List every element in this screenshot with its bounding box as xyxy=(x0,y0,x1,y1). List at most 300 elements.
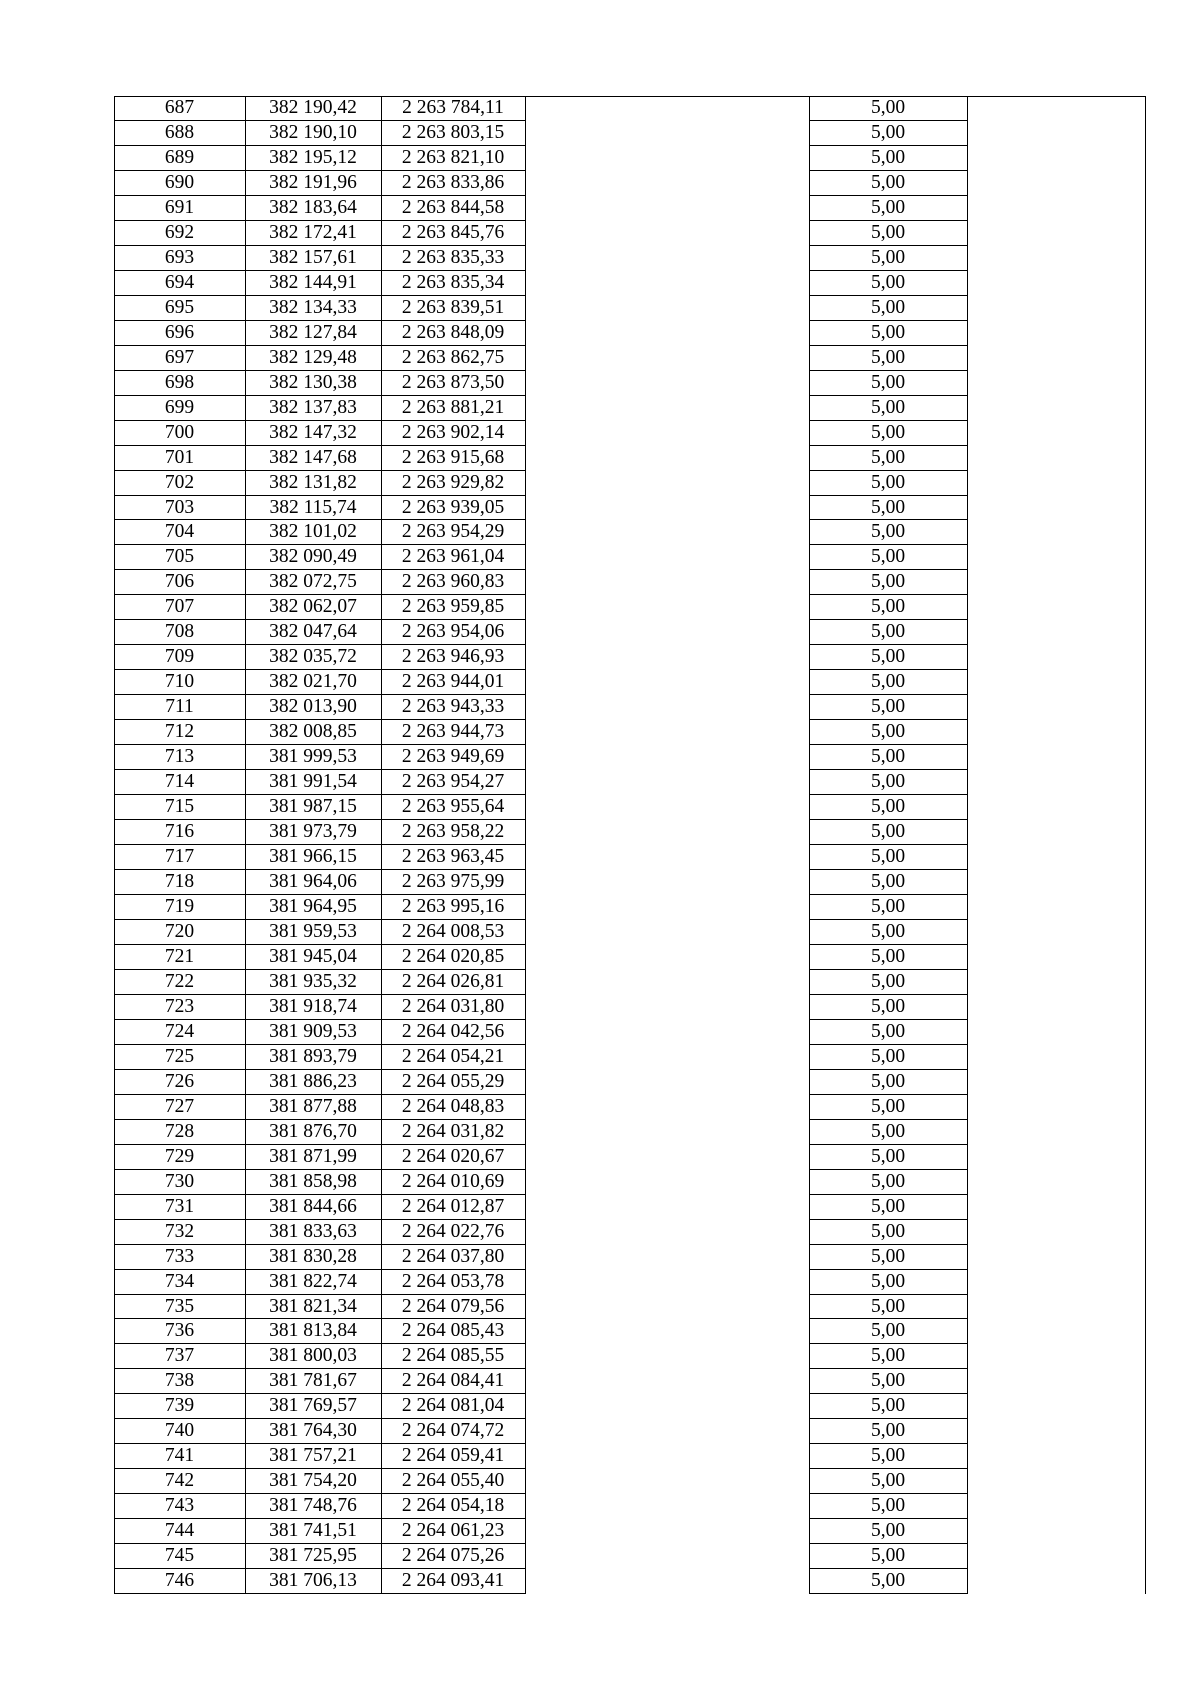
x-coordinate-cell: 382 115,74 xyxy=(269,496,357,518)
table-row xyxy=(114,1070,1146,1095)
point-number-cell: 730 xyxy=(164,1170,195,1192)
accuracy-value-cell: 5,00 xyxy=(870,196,906,218)
x-coordinate-cell: 381 964,06 xyxy=(269,871,357,893)
x-coordinate-cell: 381 748,76 xyxy=(269,1495,357,1517)
accuracy-value-cell: 5,00 xyxy=(870,1045,906,1067)
accuracy-value-cell: 5,00 xyxy=(870,1120,906,1142)
x-coordinate-cell: 381 973,79 xyxy=(269,821,357,843)
x-coordinate-cell: 382 130,38 xyxy=(269,371,357,393)
y-coordinate-cell: 2 264 048,83 xyxy=(401,1095,505,1117)
point-number-cell: 692 xyxy=(164,221,195,243)
accuracy-value-cell: 5,00 xyxy=(870,171,906,193)
y-coordinate-cell: 2 263 845,76 xyxy=(401,221,505,243)
y-coordinate-cell: 2 263 954,29 xyxy=(401,521,505,543)
x-coordinate-cell: 381 741,51 xyxy=(269,1520,357,1542)
table-body xyxy=(114,96,1146,1594)
point-number-cell: 705 xyxy=(164,546,195,568)
accuracy-value-cell: 5,00 xyxy=(870,97,906,118)
y-coordinate-cell: 2 263 958,22 xyxy=(401,821,505,843)
point-number-cell: 731 xyxy=(164,1195,195,1217)
y-coordinate-cell: 2 263 995,16 xyxy=(401,896,505,917)
accuracy-value-cell: 5,00 xyxy=(870,721,906,743)
y-coordinate-cell: 2 264 079,56 xyxy=(401,1295,505,1317)
table-row xyxy=(114,595,1146,620)
point-number-cell: 702 xyxy=(164,471,195,493)
point-number-cell: 724 xyxy=(164,1020,195,1042)
accuracy-value-cell: 5,00 xyxy=(870,1420,906,1442)
x-coordinate-cell: 382 134,33 xyxy=(269,296,357,318)
x-coordinate-cell: 381 757,21 xyxy=(269,1445,357,1467)
point-number-cell: 711 xyxy=(165,696,194,718)
point-number-cell: 695 xyxy=(164,296,195,318)
point-number-cell: 727 xyxy=(164,1095,195,1117)
point-number-cell: 709 xyxy=(164,646,195,668)
table-row xyxy=(114,1195,1146,1220)
point-number-cell: 697 xyxy=(164,346,195,368)
point-number-cell: 688 xyxy=(164,121,195,143)
accuracy-value-cell: 5,00 xyxy=(870,771,906,793)
y-coordinate-cell: 2 263 944,01 xyxy=(401,671,505,693)
point-number-cell: 734 xyxy=(164,1270,195,1292)
point-number-cell: 708 xyxy=(164,621,195,643)
column-divider xyxy=(114,96,115,1594)
x-coordinate-cell: 381 764,30 xyxy=(269,1420,357,1442)
table-row xyxy=(114,745,1146,770)
accuracy-value-cell: 5,00 xyxy=(870,1220,906,1242)
x-coordinate-cell: 382 183,64 xyxy=(269,196,357,218)
table-row xyxy=(114,895,1146,920)
point-number-cell: 738 xyxy=(164,1370,195,1392)
x-coordinate-cell: 381 821,34 xyxy=(269,1295,357,1317)
y-coordinate-cell: 2 263 943,33 xyxy=(401,696,505,718)
accuracy-value-cell: 5,00 xyxy=(870,1470,906,1492)
table-row xyxy=(114,1569,1146,1594)
y-coordinate-cell: 2 263 946,93 xyxy=(401,646,505,668)
y-coordinate-cell: 2 263 881,21 xyxy=(401,396,505,418)
table-row xyxy=(114,446,1146,471)
point-number-cell: 703 xyxy=(164,496,195,518)
x-coordinate-cell: 382 144,91 xyxy=(269,271,357,293)
table-row xyxy=(114,795,1146,820)
table-row xyxy=(114,645,1146,670)
accuracy-value-cell: 5,00 xyxy=(870,621,906,643)
table-row xyxy=(114,820,1146,845)
accuracy-value-cell: 5,00 xyxy=(870,920,906,942)
point-number-cell: 720 xyxy=(164,920,195,942)
table-row xyxy=(114,1319,1146,1344)
table-row xyxy=(114,346,1146,371)
y-coordinate-cell: 2 264 081,04 xyxy=(401,1395,505,1417)
x-coordinate-cell: 381 800,03 xyxy=(269,1345,357,1367)
point-number-cell: 735 xyxy=(164,1295,195,1317)
table-row xyxy=(114,720,1146,745)
point-number-cell: 729 xyxy=(164,1145,195,1167)
table-row xyxy=(114,1045,1146,1070)
x-coordinate-cell: 381 813,84 xyxy=(269,1320,357,1342)
x-coordinate-cell: 382 047,64 xyxy=(269,621,357,643)
x-coordinate-cell: 381 893,79 xyxy=(269,1045,357,1067)
point-number-cell: 726 xyxy=(164,1070,195,1092)
accuracy-value-cell: 5,00 xyxy=(870,1495,906,1517)
accuracy-value-cell: 5,00 xyxy=(870,421,906,443)
y-coordinate-cell: 2 263 949,69 xyxy=(401,746,505,768)
y-coordinate-cell: 2 263 835,34 xyxy=(401,271,505,293)
x-coordinate-cell: 382 072,75 xyxy=(269,571,357,593)
accuracy-value-cell: 5,00 xyxy=(870,1395,906,1417)
x-coordinate-cell: 381 959,53 xyxy=(269,920,357,942)
column-divider xyxy=(381,96,382,1594)
x-coordinate-cell: 381 877,88 xyxy=(269,1095,357,1117)
table-row xyxy=(114,1245,1146,1270)
row-divider xyxy=(809,1593,967,1594)
point-number-cell: 710 xyxy=(164,671,195,693)
accuracy-value-cell: 5,00 xyxy=(870,1445,906,1467)
point-number-cell: 717 xyxy=(164,846,195,868)
y-coordinate-cell: 2 263 784,11 xyxy=(402,97,504,118)
point-number-cell: 693 xyxy=(164,246,195,268)
accuracy-value-cell: 5,00 xyxy=(870,671,906,693)
y-coordinate-cell: 2 264 075,26 xyxy=(401,1545,505,1567)
x-coordinate-cell: 381 833,63 xyxy=(269,1220,357,1242)
accuracy-value-cell: 5,00 xyxy=(870,1095,906,1117)
column-divider xyxy=(967,96,968,1594)
point-number-cell: 706 xyxy=(164,571,195,593)
table-row xyxy=(114,471,1146,496)
point-number-cell: 742 xyxy=(164,1470,195,1492)
table-row xyxy=(114,1120,1146,1145)
table-row xyxy=(114,321,1146,346)
accuracy-value-cell: 5,00 xyxy=(870,970,906,992)
accuracy-value-cell: 5,00 xyxy=(870,1170,906,1192)
column-divider xyxy=(525,96,526,1594)
y-coordinate-cell: 2 263 862,75 xyxy=(401,346,505,368)
table-row xyxy=(114,620,1146,645)
accuracy-value-cell: 5,00 xyxy=(870,146,906,168)
point-number-cell: 691 xyxy=(164,196,195,218)
y-coordinate-cell: 2 264 037,80 xyxy=(401,1245,505,1267)
y-coordinate-cell: 2 264 054,18 xyxy=(401,1495,505,1517)
point-number-cell: 714 xyxy=(164,771,195,793)
x-coordinate-cell: 381 918,74 xyxy=(269,995,357,1017)
x-coordinate-cell: 382 157,61 xyxy=(269,246,357,268)
table-row xyxy=(114,545,1146,570)
table-row xyxy=(114,1295,1146,1320)
table-row xyxy=(114,1444,1146,1469)
accuracy-value-cell: 5,00 xyxy=(870,596,906,618)
table-row xyxy=(114,96,1146,121)
table-row xyxy=(114,945,1146,970)
table-row xyxy=(114,1494,1146,1519)
accuracy-value-cell: 5,00 xyxy=(870,1070,906,1092)
y-coordinate-cell: 2 264 022,76 xyxy=(401,1220,505,1242)
table-row xyxy=(114,1369,1146,1394)
point-number-cell: 713 xyxy=(164,746,195,768)
point-number-cell: 690 xyxy=(164,171,195,193)
accuracy-value-cell: 5,00 xyxy=(870,221,906,243)
y-coordinate-cell: 2 264 085,55 xyxy=(401,1345,505,1367)
x-coordinate-cell: 382 035,72 xyxy=(269,646,357,668)
y-coordinate-cell: 2 264 053,78 xyxy=(401,1270,505,1292)
accuracy-value-cell: 5,00 xyxy=(870,371,906,393)
y-coordinate-cell: 2 263 961,04 xyxy=(401,546,505,568)
y-coordinate-cell: 2 264 012,87 xyxy=(401,1195,505,1217)
accuracy-value-cell: 5,00 xyxy=(870,1270,906,1292)
accuracy-value-cell: 5,00 xyxy=(870,646,906,668)
x-coordinate-cell: 381 964,95 xyxy=(269,896,357,917)
table-row xyxy=(114,1394,1146,1419)
y-coordinate-cell: 2 263 954,06 xyxy=(401,621,505,643)
x-coordinate-cell: 381 909,53 xyxy=(269,1020,357,1042)
table-row xyxy=(114,496,1146,521)
table-row xyxy=(114,171,1146,196)
y-coordinate-cell: 2 263 960,83 xyxy=(401,571,505,593)
x-coordinate-cell: 381 706,13 xyxy=(269,1570,357,1592)
y-coordinate-cell: 2 263 839,51 xyxy=(401,296,505,318)
accuracy-value-cell: 5,00 xyxy=(870,821,906,843)
x-coordinate-cell: 382 190,10 xyxy=(269,121,357,143)
y-coordinate-cell: 2 263 873,50 xyxy=(401,371,505,393)
point-number-cell: 687 xyxy=(164,97,195,118)
table-row xyxy=(114,1544,1146,1569)
table-row xyxy=(114,1344,1146,1369)
x-coordinate-cell: 381 935,32 xyxy=(269,970,357,992)
point-number-cell: 698 xyxy=(164,371,195,393)
y-coordinate-cell: 2 263 848,09 xyxy=(401,321,505,343)
point-number-cell: 716 xyxy=(164,821,195,843)
y-coordinate-cell: 2 263 955,64 xyxy=(401,796,505,818)
y-coordinate-cell: 2 264 061,23 xyxy=(401,1520,505,1542)
table-row xyxy=(114,1469,1146,1494)
point-number-cell: 723 xyxy=(164,995,195,1017)
accuracy-value-cell: 5,00 xyxy=(870,1320,906,1342)
x-coordinate-cell: 381 858,98 xyxy=(269,1170,357,1192)
accuracy-value-cell: 5,00 xyxy=(870,521,906,543)
y-coordinate-cell: 2 263 803,15 xyxy=(401,121,505,143)
table-row xyxy=(114,870,1146,895)
y-coordinate-cell: 2 264 074,72 xyxy=(401,1420,505,1442)
table-row xyxy=(114,271,1146,296)
y-coordinate-cell: 2 264 059,41 xyxy=(401,1445,505,1467)
x-coordinate-cell: 381 871,99 xyxy=(269,1145,357,1167)
y-coordinate-cell: 2 264 010,69 xyxy=(401,1170,505,1192)
point-number-cell: 689 xyxy=(164,146,195,168)
point-number-cell: 722 xyxy=(164,970,195,992)
point-number-cell: 737 xyxy=(164,1345,195,1367)
y-coordinate-cell: 2 264 042,56 xyxy=(401,1020,505,1042)
x-coordinate-cell: 381 991,54 xyxy=(269,771,357,793)
x-coordinate-cell: 382 172,41 xyxy=(269,221,357,243)
accuracy-value-cell: 5,00 xyxy=(870,396,906,418)
table-row xyxy=(114,670,1146,695)
y-coordinate-cell: 2 263 954,27 xyxy=(401,771,505,793)
accuracy-value-cell: 5,00 xyxy=(870,496,906,518)
accuracy-value-cell: 5,00 xyxy=(870,1570,906,1592)
accuracy-value-cell: 5,00 xyxy=(870,945,906,967)
accuracy-value-cell: 5,00 xyxy=(870,271,906,293)
accuracy-value-cell: 5,00 xyxy=(870,1545,906,1567)
column-divider xyxy=(809,96,810,1594)
accuracy-value-cell: 5,00 xyxy=(870,995,906,1017)
x-coordinate-cell: 382 008,85 xyxy=(269,721,357,743)
table-row xyxy=(114,845,1146,870)
column-divider xyxy=(1145,96,1146,1594)
point-number-cell: 700 xyxy=(164,421,195,443)
accuracy-value-cell: 5,00 xyxy=(870,871,906,893)
table-row xyxy=(114,146,1146,171)
y-coordinate-cell: 2 263 939,05 xyxy=(401,496,505,518)
accuracy-value-cell: 5,00 xyxy=(870,471,906,493)
x-coordinate-cell: 381 754,20 xyxy=(269,1470,357,1492)
y-coordinate-cell: 2 263 975,99 xyxy=(401,871,505,893)
accuracy-value-cell: 5,00 xyxy=(870,1520,906,1542)
point-number-cell: 736 xyxy=(164,1320,195,1342)
table-row xyxy=(114,970,1146,995)
point-number-cell: 745 xyxy=(164,1545,195,1567)
accuracy-value-cell: 5,00 xyxy=(870,796,906,818)
point-number-cell: 725 xyxy=(164,1045,195,1067)
table-row xyxy=(114,1519,1146,1544)
x-coordinate-cell: 381 886,23 xyxy=(269,1070,357,1092)
point-number-cell: 707 xyxy=(164,596,195,618)
table-row xyxy=(114,246,1146,271)
x-coordinate-cell: 381 966,15 xyxy=(269,846,357,868)
y-coordinate-cell: 2 263 821,10 xyxy=(401,146,505,168)
column-divider xyxy=(245,96,246,1594)
table-row xyxy=(114,221,1146,246)
x-coordinate-cell: 382 190,42 xyxy=(269,97,357,118)
x-coordinate-cell: 381 725,95 xyxy=(269,1545,357,1567)
x-coordinate-cell: 382 129,48 xyxy=(269,346,357,368)
x-coordinate-cell: 382 147,32 xyxy=(269,421,357,443)
y-coordinate-cell: 2 263 915,68 xyxy=(401,446,505,468)
y-coordinate-cell: 2 264 031,82 xyxy=(401,1120,505,1142)
accuracy-value-cell: 5,00 xyxy=(870,746,906,768)
accuracy-value-cell: 5,00 xyxy=(870,846,906,868)
point-number-cell: 719 xyxy=(164,896,195,917)
x-coordinate-cell: 382 062,07 xyxy=(269,596,357,618)
table-row xyxy=(114,570,1146,595)
y-coordinate-cell: 2 263 902,14 xyxy=(401,421,505,443)
table-row xyxy=(114,995,1146,1020)
table-row xyxy=(114,421,1146,446)
x-coordinate-cell: 382 195,12 xyxy=(269,146,357,168)
accuracy-value-cell: 5,00 xyxy=(870,346,906,368)
x-coordinate-cell: 382 101,02 xyxy=(269,521,357,543)
point-number-cell: 744 xyxy=(164,1520,195,1542)
row-divider xyxy=(114,1593,525,1594)
y-coordinate-cell: 2 264 055,29 xyxy=(401,1070,505,1092)
x-coordinate-cell: 381 876,70 xyxy=(269,1120,357,1142)
accuracy-value-cell: 5,00 xyxy=(870,1195,906,1217)
table-row xyxy=(114,1095,1146,1120)
x-coordinate-cell: 381 822,74 xyxy=(269,1270,357,1292)
x-coordinate-cell: 382 090,49 xyxy=(269,546,357,568)
x-coordinate-cell: 381 945,04 xyxy=(269,945,357,967)
accuracy-value-cell: 5,00 xyxy=(870,1295,906,1317)
accuracy-value-cell: 5,00 xyxy=(870,1370,906,1392)
accuracy-value-cell: 5,00 xyxy=(870,696,906,718)
table-row xyxy=(114,196,1146,221)
point-number-cell: 739 xyxy=(164,1395,195,1417)
accuracy-value-cell: 5,00 xyxy=(870,296,906,318)
point-number-cell: 696 xyxy=(164,321,195,343)
y-coordinate-cell: 2 263 959,85 xyxy=(401,596,505,618)
point-number-cell: 704 xyxy=(164,521,195,543)
table-row xyxy=(114,1419,1146,1444)
table-row xyxy=(114,770,1146,795)
x-coordinate-cell: 382 127,84 xyxy=(269,321,357,343)
y-coordinate-cell: 2 264 055,40 xyxy=(401,1470,505,1492)
accuracy-value-cell: 5,00 xyxy=(870,246,906,268)
point-number-cell: 740 xyxy=(164,1420,195,1442)
accuracy-value-cell: 5,00 xyxy=(870,1145,906,1167)
accuracy-value-cell: 5,00 xyxy=(870,571,906,593)
point-number-cell: 701 xyxy=(164,446,195,468)
y-coordinate-cell: 2 263 844,58 xyxy=(401,196,505,218)
table-row xyxy=(114,396,1146,421)
accuracy-value-cell: 5,00 xyxy=(870,446,906,468)
point-number-cell: 694 xyxy=(164,271,195,293)
x-coordinate-cell: 382 147,68 xyxy=(269,446,357,468)
table-row xyxy=(114,371,1146,396)
y-coordinate-cell: 2 264 020,85 xyxy=(401,945,505,967)
table-row xyxy=(114,920,1146,945)
table-row xyxy=(114,1020,1146,1045)
y-coordinate-cell: 2 264 054,21 xyxy=(401,1045,505,1067)
table-row xyxy=(114,520,1146,545)
x-coordinate-cell: 381 987,15 xyxy=(269,796,357,818)
accuracy-value-cell: 5,00 xyxy=(870,546,906,568)
accuracy-value-cell: 5,00 xyxy=(870,896,906,917)
x-coordinate-cell: 382 137,83 xyxy=(269,396,357,418)
point-number-cell: 721 xyxy=(164,945,195,967)
y-coordinate-cell: 2 263 835,33 xyxy=(401,246,505,268)
x-coordinate-cell: 381 830,28 xyxy=(269,1245,357,1267)
table-row xyxy=(114,296,1146,321)
point-number-cell: 733 xyxy=(164,1245,195,1267)
x-coordinate-cell: 382 131,82 xyxy=(269,471,357,493)
x-coordinate-cell: 382 013,90 xyxy=(269,696,357,718)
x-coordinate-cell: 382 191,96 xyxy=(269,171,357,193)
y-coordinate-cell: 2 263 833,86 xyxy=(401,171,505,193)
table-row xyxy=(114,121,1146,146)
table-row xyxy=(114,1145,1146,1170)
accuracy-value-cell: 5,00 xyxy=(870,1345,906,1367)
point-number-cell: 699 xyxy=(164,396,195,418)
point-number-cell: 743 xyxy=(164,1495,195,1517)
point-number-cell: 718 xyxy=(164,871,195,893)
x-coordinate-cell: 382 021,70 xyxy=(269,671,357,693)
table-row xyxy=(114,1270,1146,1295)
y-coordinate-cell: 2 264 008,53 xyxy=(401,920,505,942)
accuracy-value-cell: 5,00 xyxy=(870,321,906,343)
x-coordinate-cell: 381 844,66 xyxy=(269,1195,357,1217)
accuracy-value-cell: 5,00 xyxy=(870,1020,906,1042)
y-coordinate-cell: 2 263 963,45 xyxy=(401,846,505,868)
point-number-cell: 746 xyxy=(164,1570,195,1592)
y-coordinate-cell: 2 264 031,80 xyxy=(401,995,505,1017)
accuracy-value-cell: 5,00 xyxy=(870,121,906,143)
y-coordinate-cell: 2 263 929,82 xyxy=(401,471,505,493)
point-number-cell: 741 xyxy=(164,1445,195,1467)
table-row xyxy=(114,695,1146,720)
y-coordinate-cell: 2 264 084,41 xyxy=(401,1370,505,1392)
point-number-cell: 732 xyxy=(164,1220,195,1242)
accuracy-value-cell: 5,00 xyxy=(870,1245,906,1267)
table-row xyxy=(114,1220,1146,1245)
x-coordinate-cell: 381 769,57 xyxy=(269,1395,357,1417)
y-coordinate-cell: 2 264 085,43 xyxy=(401,1320,505,1342)
